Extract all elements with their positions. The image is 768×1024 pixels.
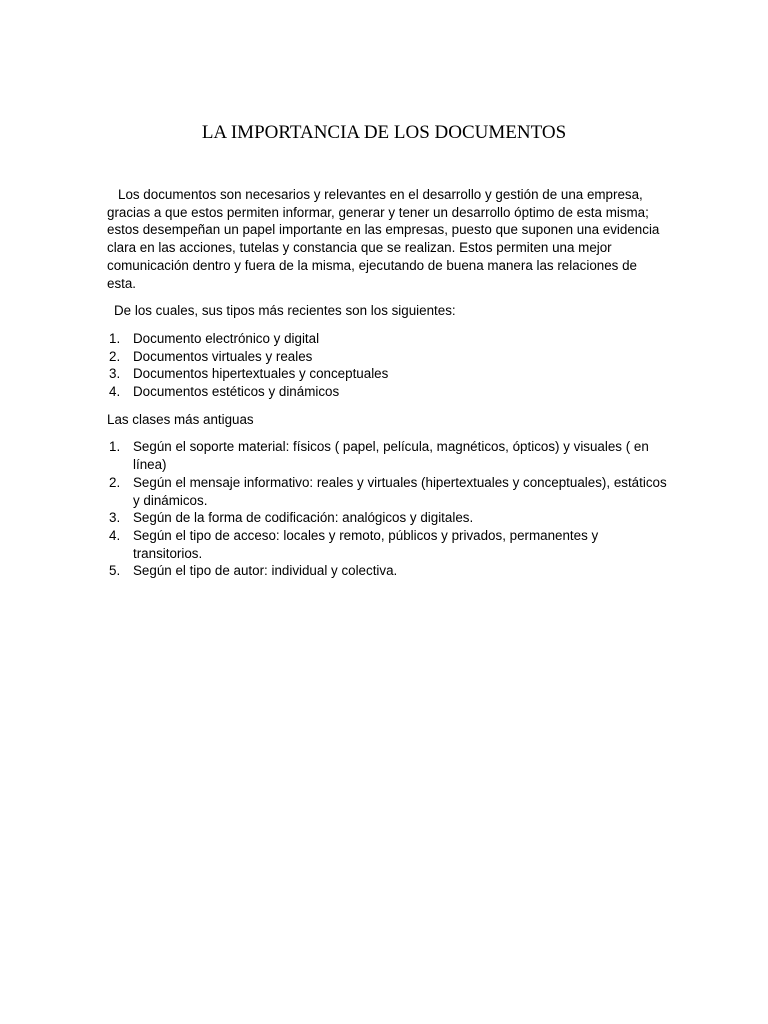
list-item-text: Según el tipo de autor: individual y colectiva.	[133, 563, 398, 579]
list-item-number: 1.	[109, 330, 121, 346]
list-item	[107, 474, 667, 509]
list-item-text: Según de la forma de codificación: analógicos y digitales.	[133, 510, 474, 526]
list-item-number: 3.	[109, 366, 121, 382]
list-item-number: 5.	[109, 563, 121, 579]
list-item-number: 4.	[109, 384, 121, 400]
list-item-number: 2.	[109, 474, 121, 490]
intro-paragraph: Los documentos son necesarios y relevantes en el desarrollo y gestión de una empresa, gracias a que estos permiten informar, generar y tener un desarrollo óptimo de esta misma; estos desempeñan un papel importante en las empresas, puesto que suponen una evidencia clara en las acciones, tutelas y constancia que se realizan. Estos permiten una mejor comunicación dentro y fuera de la misma, ejecutando de buena manera las relaciones de esta.	[107, 187, 660, 291]
list-item-text: Documento electrónico y digital	[133, 330, 320, 346]
document-body	[107, 186, 667, 590]
list-item-text: Según el mensaje informativo: reales y virtuales (hipertextuales y conceptuales), estáticos y dinámicos.	[133, 474, 667, 508]
list-item	[107, 527, 667, 562]
list-item-number: 1.	[109, 439, 121, 455]
list-item	[107, 509, 667, 527]
list-item	[107, 383, 667, 401]
list-item	[107, 438, 667, 473]
list-item-number: 4.	[109, 527, 121, 543]
list-item	[107, 562, 667, 580]
old-classes-list	[107, 438, 667, 580]
list-item-number: 2.	[109, 348, 121, 364]
document-title: LA IMPORTANCIA DE LOS DOCUMENTOS	[201, 122, 567, 143]
list-item-text: Según el tipo de acceso: locales y remoto, públicos y privados, permanentes y transitorios.	[133, 527, 599, 561]
list-item	[107, 365, 667, 383]
recent-types-intro: De los cuales, sus tipos más recientes son los siguientes:	[114, 303, 456, 319]
list-item-text: Documentos hipertextuales y conceptuales	[133, 366, 389, 382]
list-item-text: Según el soporte material: físicos ( papel, película, magnéticos, ópticos) y visuales ( en línea)	[133, 439, 649, 473]
list-item	[107, 330, 667, 348]
list-item-text: Documentos virtuales y reales	[133, 348, 313, 364]
recent-types-list	[107, 330, 667, 401]
old-classes-heading: Las clases más antiguas	[107, 411, 254, 427]
list-item-text: Documentos estéticos y dinámicos	[133, 384, 340, 400]
list-item	[107, 348, 667, 366]
list-item-number: 3.	[109, 510, 121, 526]
